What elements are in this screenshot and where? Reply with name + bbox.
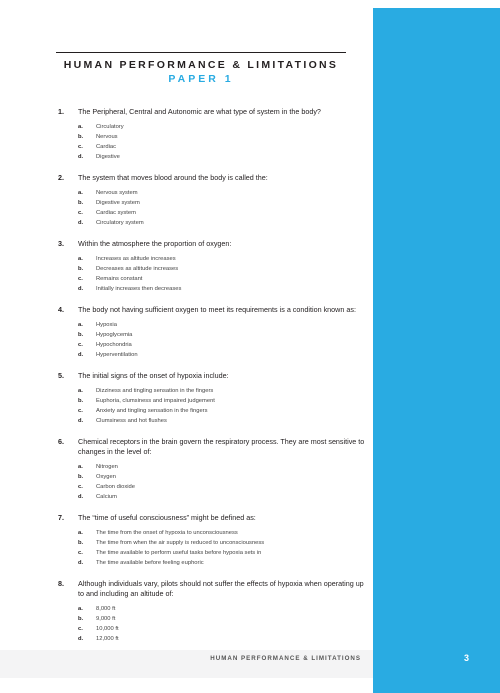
answer-option [58, 396, 368, 406]
option-text: Calcium [96, 494, 117, 500]
answer-option [58, 254, 368, 264]
option-letter: b. [78, 540, 84, 546]
question-row [58, 513, 368, 523]
option-text: Nervous system [96, 190, 138, 196]
answer-option [58, 528, 368, 538]
page-title: HUMAN PERFORMANCE & LIMITATIONS [63, 59, 339, 71]
question-number: 6. [58, 437, 64, 446]
option-text: Increases as altitude increases [96, 256, 176, 262]
answer-option [58, 482, 368, 492]
option-letter: a. [78, 530, 83, 536]
answer-option [58, 350, 368, 360]
option-text: Hypochondria [96, 342, 132, 348]
answer-options [58, 528, 368, 568]
answer-options [58, 604, 368, 644]
option-text: 12,000 ft [96, 636, 119, 642]
question-text: The system that moves blood around the body is called the: [78, 173, 268, 182]
question-number: 7. [58, 513, 64, 522]
question-row [58, 107, 368, 117]
answer-option [58, 132, 368, 142]
option-letter: c. [78, 484, 83, 490]
answer-option [58, 340, 368, 350]
option-letter: a. [78, 124, 83, 130]
question-number: 2. [58, 173, 64, 182]
answer-option [58, 284, 368, 294]
question-number: 4. [58, 305, 64, 314]
question-text: Chemical receptors in the brain govern the respiratory process. They are most sensitive to changes in the level of: [78, 437, 365, 456]
answer-option [58, 198, 368, 208]
option-letter: a. [78, 464, 83, 470]
option-text: Hypoxia [96, 322, 117, 328]
question-row [58, 173, 368, 183]
answer-option [58, 558, 368, 568]
option-text: 8,000 ft [96, 606, 116, 612]
option-letter: c. [78, 276, 83, 282]
answer-options [58, 320, 368, 360]
option-letter: a. [78, 190, 83, 196]
answer-options [58, 462, 368, 502]
answer-option [58, 208, 368, 218]
option-text: Digestive [96, 154, 120, 160]
option-text: Euphoria, clumsiness and impaired judgement [96, 398, 215, 404]
option-text: Nervous [96, 134, 118, 140]
question-row [58, 305, 368, 315]
option-text: Oxygen [96, 474, 116, 480]
option-letter: b. [78, 200, 84, 206]
page-subtitle: PAPER 1 [168, 73, 234, 85]
option-text: 9,000 ft [96, 616, 116, 622]
option-letter: b. [78, 398, 84, 404]
question-item [58, 579, 368, 644]
question-item [58, 437, 368, 502]
option-letter: c. [78, 210, 83, 216]
question-list [58, 107, 368, 655]
question-item [58, 107, 368, 162]
question-text: The Peripheral, Central and Autonomic are what type of system in the body? [78, 107, 321, 116]
option-letter: b. [78, 134, 84, 140]
option-letter: d. [78, 636, 84, 642]
question-row [58, 239, 368, 249]
answer-option [58, 386, 368, 396]
option-text: The time available to perform useful tasks before hypoxia sets in [96, 550, 262, 556]
option-text: Anxiety and tingling sensation in the fingers [96, 408, 208, 414]
option-letter: c. [78, 342, 83, 348]
answer-option [58, 634, 368, 644]
option-letter: b. [78, 266, 84, 272]
option-text: Circulatory system [96, 220, 144, 226]
answer-options [58, 122, 368, 162]
option-letter: c. [78, 144, 83, 150]
answer-option [58, 320, 368, 330]
footer-label: HUMAN PERFORMANCE & LIMITATIONS [210, 655, 361, 662]
option-text: Carbon dioxide [96, 484, 135, 490]
question-text: The body not having sufficient oxygen to meet its requirements is a condition known as: [78, 305, 356, 314]
page-header [56, 52, 346, 85]
answer-option [58, 152, 368, 162]
answer-option [58, 492, 368, 502]
question-text: The initial signs of the onset of hypoxia include: [78, 371, 229, 380]
option-letter: b. [78, 474, 84, 480]
answer-option [58, 406, 368, 416]
answer-option [58, 614, 368, 624]
option-letter: c. [78, 550, 83, 556]
option-letter: d. [78, 560, 84, 566]
option-text: Decreases as altitude increases [96, 266, 179, 272]
answer-option [58, 416, 368, 426]
option-text: 10,000 ft [96, 626, 119, 632]
question-number: 8. [58, 579, 64, 588]
option-text: Cardiac system [96, 210, 136, 216]
question-item [58, 173, 368, 228]
option-text: The time available before feeling euphoric [96, 560, 204, 566]
option-letter: b. [78, 616, 84, 622]
answer-option [58, 264, 368, 274]
answer-option [58, 538, 368, 548]
question-number: 5. [58, 371, 64, 380]
option-letter: a. [78, 388, 83, 394]
option-text: Nitrogen [96, 464, 118, 470]
option-letter: c. [78, 626, 83, 632]
answer-option [58, 472, 368, 482]
option-letter: c. [78, 408, 83, 414]
option-text: Cardiac [96, 144, 116, 150]
question-number: 1. [58, 107, 64, 116]
question-text: Within the atmosphere the proportion of oxygen: [78, 239, 232, 248]
option-text: The time from the onset of hypoxia to unconsciousness [96, 530, 238, 536]
answer-options [58, 188, 368, 228]
answer-option [58, 624, 368, 634]
option-letter: d. [78, 494, 84, 500]
option-text: Initially increases then decreases [96, 286, 182, 292]
question-text: Although individuals vary, pilots should not suffer the effects of hypoxia when operating up to and including an altitude of: [78, 579, 364, 598]
option-letter: d. [78, 352, 84, 358]
question-item [58, 239, 368, 294]
answer-option [58, 188, 368, 198]
question-row [58, 371, 368, 381]
page-number: 3 [464, 653, 470, 663]
question-item [58, 513, 368, 568]
accent-side-bar [373, 8, 500, 693]
header-rule [56, 52, 346, 53]
option-text: Clumsiness and hot flushes [96, 418, 167, 424]
answer-option [58, 462, 368, 472]
option-letter: d. [78, 154, 84, 160]
answer-options [58, 386, 368, 426]
answer-options [58, 254, 368, 294]
option-text: Hyperventilation [96, 352, 138, 358]
answer-option [58, 122, 368, 132]
answer-option [58, 604, 368, 614]
option-letter: d. [78, 286, 84, 292]
option-letter: a. [78, 256, 83, 262]
option-text: Dizziness and tingling sensation in the fingers [96, 388, 214, 394]
question-row [58, 437, 368, 457]
option-letter: d. [78, 220, 84, 226]
option-letter: b. [78, 332, 84, 338]
answer-option [58, 548, 368, 558]
option-letter: a. [78, 606, 83, 612]
question-row [58, 579, 368, 599]
question-item [58, 371, 368, 426]
answer-option [58, 142, 368, 152]
option-text: Circulatory [96, 124, 124, 130]
option-letter: a. [78, 322, 83, 328]
option-text: Digestive system [96, 200, 140, 206]
option-letter: d. [78, 418, 84, 424]
answer-option [58, 274, 368, 284]
question-item [58, 305, 368, 360]
question-text: The “time of useful consciousness” might be defined as: [78, 513, 256, 522]
answer-option [58, 330, 368, 340]
option-text: Remains constant [96, 276, 143, 282]
option-text: The time from when the air supply is reduced to unconsciousness [96, 540, 265, 546]
option-text: Hypoglycemia [96, 332, 133, 338]
question-number: 3. [58, 239, 64, 248]
answer-option [58, 218, 368, 228]
